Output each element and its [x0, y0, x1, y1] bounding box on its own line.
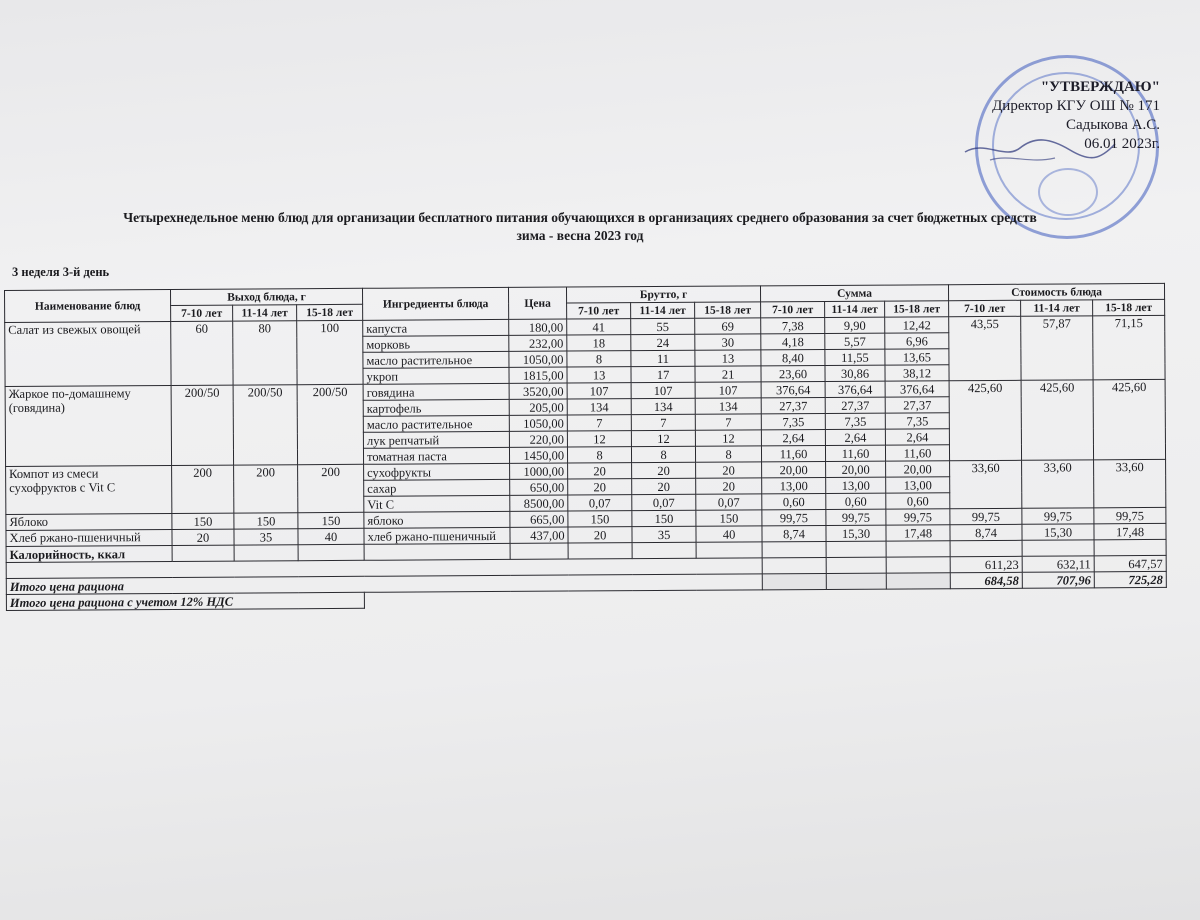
sum-cell: 17,48	[886, 525, 950, 541]
approval-heading: "УТВЕРЖДАЮ"	[1040, 79, 1160, 95]
cost-cell: 425,60	[1093, 379, 1166, 459]
sum-cell: 27,37	[825, 397, 885, 413]
ingredient-name: яблоко	[364, 511, 510, 528]
approval-block	[940, 78, 1160, 154]
empty-cell	[172, 545, 234, 561]
cost-cell: 15,30	[1022, 524, 1094, 540]
empty-cell	[568, 543, 632, 559]
header-age: 11-14 лет	[631, 302, 695, 318]
empty-cell	[826, 557, 886, 573]
ingredient-name: сахар	[364, 479, 510, 496]
gross-cell: 13	[567, 367, 631, 383]
header-age: 15-18 лет	[695, 302, 761, 318]
gross-cell: 8	[632, 446, 696, 462]
ingredient-name: говядина	[363, 383, 509, 400]
sum-cell: 7,38	[761, 317, 825, 333]
ration-vat-cell: 707,96	[1022, 572, 1094, 588]
gross-cell: 20	[696, 462, 762, 478]
empty-cell	[632, 542, 696, 558]
header-age: 11-14 лет	[1021, 300, 1093, 316]
empty-cell	[826, 573, 886, 589]
gross-cell: 150	[568, 511, 632, 527]
header-age: 11-14 лет	[825, 301, 885, 317]
cost-cell: 8,74	[950, 524, 1022, 540]
yield-cell: 40	[298, 528, 364, 544]
sum-cell: 6,96	[885, 333, 949, 349]
gross-cell: 69	[695, 318, 761, 334]
sum-cell: 27,37	[761, 397, 825, 413]
total-cell: 632,11	[1022, 556, 1094, 572]
gross-cell: 20	[568, 463, 632, 479]
price-cell: 180,00	[509, 319, 567, 335]
yield-cell: 200/50	[171, 385, 233, 465]
gross-cell: 107	[631, 382, 695, 398]
ration-vat-cell: 725,28	[1094, 571, 1166, 587]
price-cell: 1815,00	[509, 367, 567, 383]
header-age: 7-10 лет	[171, 305, 233, 321]
dish-name: Хлеб ржано-пшеничный	[6, 529, 172, 546]
cost-cell: 99,75	[1022, 508, 1094, 524]
sum-cell: 20,00	[826, 461, 886, 477]
cost-cell: 17,48	[1094, 523, 1166, 539]
ingredient-name: укроп	[363, 367, 509, 384]
yield-cell: 150	[234, 513, 298, 529]
header-price: Цена	[509, 287, 567, 319]
header-yield: Выход блюда, г	[170, 288, 362, 305]
price-cell: 665,00	[510, 511, 568, 527]
cost-cell: 71,15	[1093, 315, 1165, 379]
calories-label: Калорийность, ккал	[6, 545, 172, 562]
ration-vat-cell: 684,58	[950, 572, 1022, 588]
empty-cell	[886, 557, 950, 573]
header-gross: Брутто, г	[567, 286, 761, 303]
gross-cell: 20	[568, 527, 632, 543]
sum-cell: 2,64	[825, 429, 885, 445]
header-age: 7-10 лет	[761, 301, 825, 317]
cost-cell: 33,60	[1094, 459, 1166, 507]
gross-cell: 17	[631, 366, 695, 382]
gross-cell: 41	[567, 319, 631, 335]
sum-cell: 9,90	[825, 317, 885, 333]
gross-cell: 12	[567, 431, 631, 447]
header-age: 15-18 лет	[297, 304, 363, 320]
gross-cell: 107	[567, 383, 631, 399]
empty-cell	[510, 543, 568, 559]
price-cell: 437,00	[510, 527, 568, 543]
ingredient-name: картофель	[363, 399, 509, 416]
header-age: 7-10 лет	[949, 300, 1021, 316]
price-cell: 8500,00	[510, 495, 568, 511]
sum-cell: 7,35	[825, 413, 885, 429]
document-title	[80, 209, 1080, 245]
sum-cell: 27,37	[885, 397, 949, 413]
ingredient-name: лук репчатый	[363, 431, 509, 448]
empty-cell	[886, 541, 950, 557]
ingredient-name: сухофрукты	[364, 463, 510, 480]
ration-total-label: Итого цена рациона	[6, 574, 762, 595]
sum-cell: 376,64	[761, 381, 825, 397]
ingredient-name: томатная паста	[364, 447, 510, 464]
sum-cell: 99,75	[762, 509, 826, 525]
sum-cell: 4,18	[761, 333, 825, 349]
price-cell: 1450,00	[510, 447, 568, 463]
gross-cell: 107	[695, 382, 761, 398]
menu-table	[4, 283, 1167, 611]
empty-cell	[1094, 539, 1166, 555]
gross-cell: 20	[632, 462, 696, 478]
empty-cell	[762, 573, 826, 589]
gross-cell: 55	[631, 318, 695, 334]
header-cost: Стоимость блюда	[949, 283, 1165, 300]
yield-cell: 200	[234, 465, 298, 513]
cost-cell: 425,60	[1021, 380, 1093, 460]
yield-cell: 150	[298, 512, 364, 528]
sum-cell: 13,00	[826, 477, 886, 493]
header-age: 11-14 лет	[233, 305, 297, 321]
cost-cell: 99,75	[1094, 507, 1166, 523]
gross-cell: 134	[567, 399, 631, 415]
sum-cell: 7,35	[761, 413, 825, 429]
empty-cell	[826, 541, 886, 557]
sum-cell: 7,35	[885, 413, 949, 429]
header-ingredients: Ингредиенты блюда	[363, 287, 509, 320]
sum-cell: 0,60	[886, 493, 950, 509]
cost-cell: 43,55	[949, 316, 1021, 380]
ration-vat-label: Итого цена рациона с учетом 12% НДС	[6, 592, 364, 610]
gross-cell: 40	[696, 526, 762, 542]
cost-cell: 99,75	[950, 508, 1022, 524]
sum-cell: 11,60	[761, 445, 825, 461]
sum-cell: 2,64	[761, 429, 825, 445]
yield-cell: 80	[233, 321, 297, 385]
empty-cell	[364, 543, 510, 560]
total-cell: 647,57	[1094, 555, 1166, 571]
sum-cell: 99,75	[826, 509, 886, 525]
price-cell: 1000,00	[510, 463, 568, 479]
gross-cell: 20	[632, 478, 696, 494]
gross-cell: 8	[568, 447, 632, 463]
sum-cell: 5,57	[825, 333, 885, 349]
week-day-label: 3 неделя 3-й день	[12, 265, 110, 279]
price-cell: 1050,00	[509, 415, 567, 431]
sum-cell: 20,00	[762, 461, 826, 477]
title-line-2: зима - весна 2023 год	[516, 228, 644, 243]
ingredient-name: масло растительное	[363, 351, 509, 368]
sum-cell: 0,60	[762, 493, 826, 509]
ingredient-name: хлеб ржано-пшеничный	[364, 527, 510, 544]
sum-cell: 38,12	[885, 365, 949, 381]
empty-cell	[886, 573, 950, 589]
ingredient-name: масло растительное	[363, 415, 509, 432]
dish-name: Салат из свежых овощей	[5, 321, 171, 386]
gross-cell: 24	[631, 334, 695, 350]
header-age: 15-18 лет	[885, 301, 949, 317]
gross-cell: 7	[695, 414, 761, 430]
cost-cell: 57,87	[1021, 316, 1093, 380]
gross-cell: 8	[567, 351, 631, 367]
sum-cell: 13,00	[762, 477, 826, 493]
gross-cell: 7	[631, 414, 695, 430]
gross-cell: 35	[632, 526, 696, 542]
yield-cell: 200/50	[233, 385, 297, 465]
gross-cell: 20	[696, 478, 762, 494]
header-dish: Наименование блюд	[5, 289, 171, 322]
dish-name: Яблоко	[6, 513, 172, 530]
sum-cell: 376,64	[885, 381, 949, 397]
gross-cell: 21	[695, 366, 761, 382]
ingredient-name: морковь	[363, 335, 509, 352]
gross-cell: 30	[695, 334, 761, 350]
gross-cell: 150	[696, 510, 762, 526]
gross-cell: 7	[567, 415, 631, 431]
gross-cell: 0,07	[696, 494, 762, 510]
gross-cell: 20	[568, 479, 632, 495]
yield-cell: 20	[172, 529, 234, 545]
price-cell: 1050,00	[509, 351, 567, 367]
cost-cell: 425,60	[949, 380, 1021, 460]
sum-cell: 99,75	[886, 509, 950, 525]
empty-cell	[298, 544, 364, 560]
price-cell: 205,00	[509, 399, 567, 415]
sum-cell: 13,00	[886, 477, 950, 493]
yield-cell: 200/50	[297, 384, 364, 464]
dish-name: Жаркое по-домашнему (говядина)	[5, 385, 171, 466]
empty-cell	[762, 541, 826, 557]
gross-cell: 13	[695, 350, 761, 366]
gross-cell: 11	[631, 350, 695, 366]
cost-cell: 33,60	[950, 460, 1022, 508]
approval-name: Садыкова А.С.	[1065, 117, 1160, 133]
total-cell: 611,23	[950, 556, 1022, 572]
sum-cell: 11,60	[885, 445, 949, 461]
gross-cell: 0,07	[568, 495, 632, 511]
yield-cell: 35	[234, 529, 298, 545]
sum-cell: 23,60	[761, 365, 825, 381]
sum-cell: 8,74	[762, 525, 826, 541]
empty-cell	[1022, 540, 1094, 556]
yield-cell: 200	[172, 465, 234, 513]
approval-director: Директор КГУ ОШ № 171	[992, 98, 1160, 114]
header-age: 7-10 лет	[567, 303, 631, 319]
gross-cell: 150	[632, 510, 696, 526]
sum-cell: 0,60	[826, 493, 886, 509]
sum-cell: 13,65	[885, 349, 949, 365]
yield-cell: 60	[171, 321, 233, 385]
price-cell: 220,00	[509, 431, 567, 447]
gross-cell: 18	[567, 335, 631, 351]
yield-cell: 100	[297, 320, 363, 384]
price-cell: 650,00	[510, 479, 568, 495]
gross-cell: 134	[631, 398, 695, 414]
title-line-1: Четырехнедельное меню блюд для организации бесплатного питания обучающихся в организациях среднего образования за счет бюджетных средств	[123, 210, 1037, 225]
sum-cell: 20,00	[886, 461, 950, 477]
sum-cell: 2,64	[885, 429, 949, 445]
yield-cell: 200	[298, 464, 364, 512]
yield-cell: 150	[172, 513, 234, 529]
sum-cell: 15,30	[826, 525, 886, 541]
gross-cell: 12	[695, 430, 761, 446]
cost-cell: 33,60	[1022, 460, 1094, 508]
sum-cell: 11,55	[825, 349, 885, 365]
price-cell: 3520,00	[509, 383, 567, 399]
price-cell: 232,00	[509, 335, 567, 351]
ingredient-name: Vit C	[364, 495, 510, 512]
dish-name: Компот из смеси сухофруктов с Vit C	[6, 465, 172, 514]
header-age: 15-18 лет	[1093, 299, 1165, 315]
sum-cell: 11,60	[825, 445, 885, 461]
empty-cell	[234, 545, 298, 561]
sum-cell: 30,86	[825, 365, 885, 381]
gross-cell: 0,07	[632, 494, 696, 510]
sum-cell: 8,40	[761, 349, 825, 365]
gross-cell: 8	[695, 446, 761, 462]
empty-cell	[762, 557, 826, 573]
gross-cell: 134	[695, 398, 761, 414]
header-sum: Сумма	[761, 285, 949, 302]
sum-cell: 12,42	[885, 317, 949, 333]
approval-date: 06.01 2023г.	[1084, 136, 1160, 152]
empty-cell	[950, 540, 1022, 556]
ingredient-name: капуста	[363, 319, 509, 336]
gross-cell: 12	[631, 430, 695, 446]
sum-cell: 376,64	[825, 381, 885, 397]
empty-cell	[696, 542, 762, 558]
